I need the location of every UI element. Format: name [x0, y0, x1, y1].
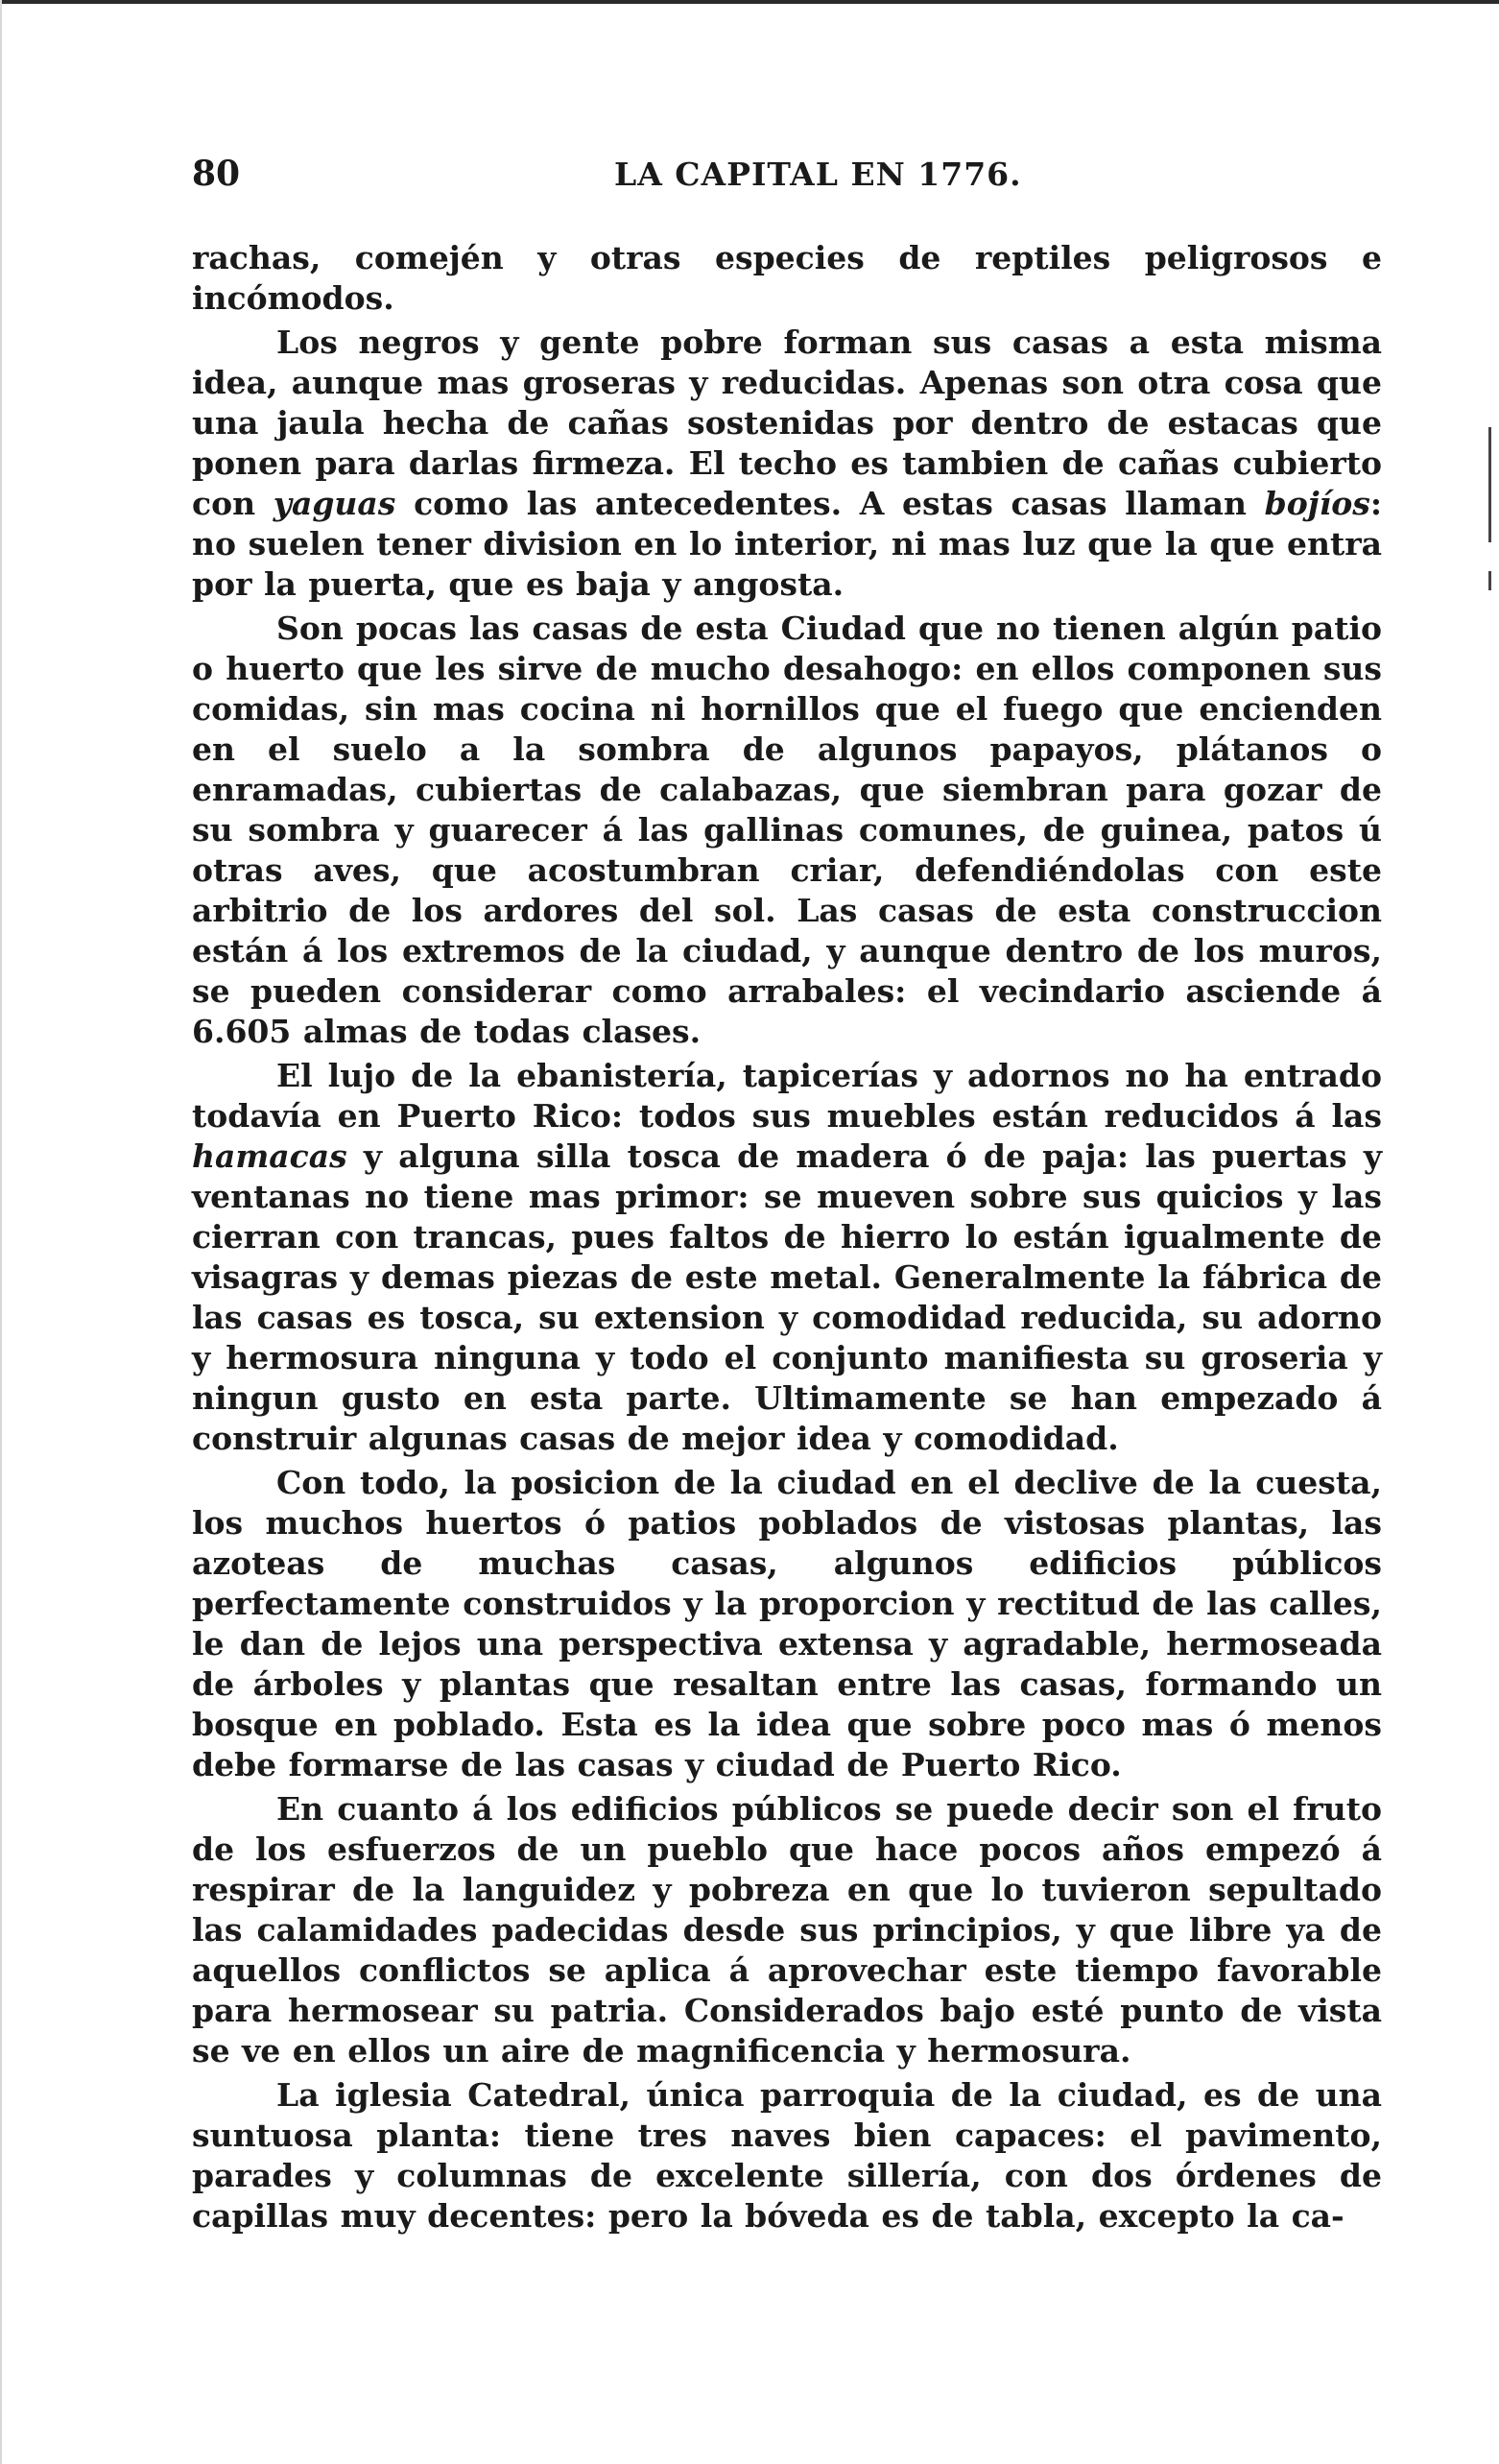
top-edge-rule: [0, 0, 1499, 4]
text-run: Son pocas las casas de esta Ciudad que no tienen algún patio o huerto que les sirve de mucho desahogo: en ellos componen sus comidas, sin mas cocina ni hornillos que el fuego que encienden en el suelo a la sombra de algunos papayos, plátanos o enramadas, cubiertas de calabazas, que siembran para gozar de su sombra y guarecer á las gallinas comunes, de guinea, patos ú otras aves, que acostumbran criar, defendiéndolas con este arbitrio de los ardores del sol. Las casas de esta construccion están á los extremos de la ciudad, y aunque dentro de los muros, se pueden considerar como arrabales: el vecindario asciende á 6.605 almas de todas clases.: [192, 610, 1382, 1050]
paragraph: [192, 238, 1382, 319]
running-header: [192, 154, 1363, 211]
italic-term: bojíos: [1264, 485, 1370, 522]
left-edge-rule: [0, 0, 2, 2464]
paragraph: [192, 609, 1382, 1052]
italic-term: hamacas: [192, 1137, 347, 1175]
paragraph: [192, 1056, 1382, 1459]
text-run: : no suelen tener division en lo interior, ni mas luz que la que entra por la puerta, que es baja y angosta.: [192, 485, 1383, 603]
margin-mark: [1488, 571, 1491, 590]
running-title-year: 1776.: [917, 155, 1022, 193]
paragraph: [192, 2075, 1382, 2237]
paragraph: [192, 323, 1382, 605]
body-text: [192, 238, 1382, 2237]
running-title: [614, 155, 1022, 193]
page-number: 80: [192, 154, 241, 194]
text-run: El lujo de la ebanistería, tapicerías y adornos no ha entrado todavía en Puerto Rico: todos sus muebles están reducidos á las: [192, 1057, 1382, 1135]
text-run: como las antecedentes. A estas casas llaman: [395, 485, 1265, 522]
text-run: En cuanto á los edificios públicos se puede decir son el fruto de los esfuerzos de un pueblo que hace pocos años empezó á respirar de la languidez y pobreza en que lo tuvieron sepultado las calamidades padecidas desde sus principios, y que libre ya de aquellos conflictos se aplica á aprovechar este tiempo favorable para hermosear su patria. Considerados bajo esté punto de vista se ve en ellos un aire de magnificencia y hermosura.: [192, 1790, 1382, 2069]
running-title-text: LA CAPITAL EN: [614, 155, 906, 193]
text-run: La iglesia Catedral, única parroquia de la ciudad, es de una suntuosa planta: tiene tres naves bien capaces: el pavimento, parades y columnas de excelente sillería, con dos órdenes de capillas muy decentes: pero la bóveda es de tabla, excepto la ca-: [192, 2076, 1382, 2235]
margin-mark: [1488, 427, 1491, 542]
text-run: Los negros y gente pobre forman sus casas a esta misma idea, aunque mas groseras y reducidas. Apenas son otra cosa que una jaula hecha de cañas sostenidas por dentro de estacas que ponen para darlas firmeza. El techo es tambien de cañas cubierto con: [192, 323, 1382, 522]
text-run: rachas, comején y otras especies de reptiles peligrosos e incómodos.: [192, 239, 1382, 317]
paragraph: [192, 1463, 1382, 1785]
paragraph: [192, 1789, 1382, 2071]
text-run: y alguna silla tosca de madera ó de paja: las puertas y ventanas no tiene mas primor: se mueven sobre sus quicios y las cierran con trancas, pues faltos de hierro lo están igualmente de visagras y demas piezas de este metal. Generalmente la fábrica de las casas es tosca, su extension y comodidad reducida, su adorno y hermosura ninguna y todo el conjunto manifiesta su groseria y ningun gusto en esta parte. Ultimamente se han empezado á construir algunas casas de mejor idea y comodidad.: [192, 1137, 1382, 1457]
italic-term: yaguas: [273, 485, 396, 522]
text-run: Con todo, la posicion de la ciudad en el declive de la cuesta, los muchos huertos ó patios poblados de vistosas plantas, las azoteas de muchas casas, algunos edificios públicos perfectamente construidos y la proporcion y rectitud de las calles, le dan de lejos una perspectiva extensa y agradable, hermoseada de árboles y plantas que resaltan entre las casas, formando un bosque en poblado. Esta es la idea que sobre poco mas ó menos debe formarse de las casas y ciudad de Puerto Rico.: [192, 1464, 1382, 1783]
